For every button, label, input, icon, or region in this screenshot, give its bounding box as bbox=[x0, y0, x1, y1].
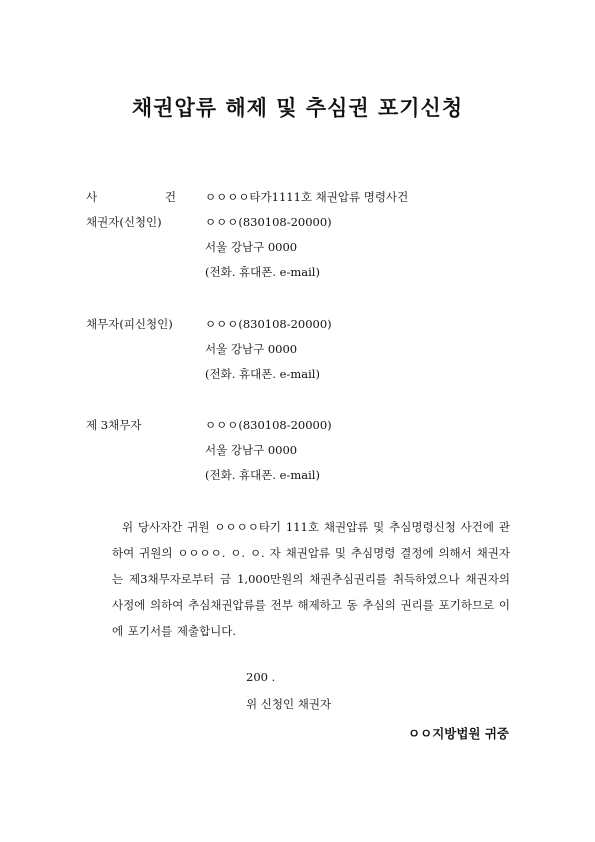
third-debtor-label: 제 3채무자 bbox=[86, 418, 142, 432]
case-label-right: 건 bbox=[164, 190, 176, 204]
case-label-left: 사 bbox=[86, 190, 98, 204]
creditor-contact: (전화. 휴대폰. e-mail) bbox=[205, 265, 320, 279]
document-title: 채권압류 해제 및 추심권 포기신청 bbox=[131, 95, 464, 120]
creditor-address: 서울 강남구 0000 bbox=[205, 240, 298, 254]
debtor-address: 서울 강남구 0000 bbox=[205, 342, 298, 356]
third-debtor-contact: (전화. 휴대폰. e-mail) bbox=[205, 468, 320, 482]
debtor-label: 채무자(피신청인) bbox=[86, 317, 173, 331]
creditor-name: ㅇㅇㅇ(830108-20000) bbox=[205, 215, 332, 229]
creditor-label: 채권자(신청인) bbox=[86, 215, 162, 229]
court-addressee: ㅇㅇ지방법원 귀중 bbox=[408, 726, 509, 741]
case-value: ㅇㅇㅇㅇ타가1111호 채권압류 명령사건 bbox=[205, 190, 409, 204]
date-line: 200 . bbox=[246, 670, 276, 684]
body-paragraph: 위 당사자간 귀원 ㅇㅇㅇㅇ타기 111호 채권압류 및 추심명령신청 사건에 관하여 귀원의 ㅇㅇㅇㅇ. ㅇ. ㅇ. 자 채권압류 및 추심명령 결정에 의해서 채권자는 제3채무자로부터 금 1,000만원의 채권추심권리를 취득하였으나 채권자의 사정에 의하여 추심채권압류를 전부 해제하고 동 추심의 권리를 포기하므로 이에 포기서를 제출합니다. bbox=[112, 520, 510, 638]
third-debtor-address: 서울 강남구 0000 bbox=[205, 443, 298, 457]
signature-line: 위 신청인 채권자 bbox=[246, 697, 332, 711]
debtor-contact: (전화. 휴대폰. e-mail) bbox=[205, 367, 320, 381]
debtor-name: ㅇㅇㅇ(830108-20000) bbox=[205, 317, 332, 331]
case-label bbox=[86, 190, 176, 204]
third-debtor-name: ㅇㅇㅇ(830108-20000) bbox=[205, 418, 332, 432]
